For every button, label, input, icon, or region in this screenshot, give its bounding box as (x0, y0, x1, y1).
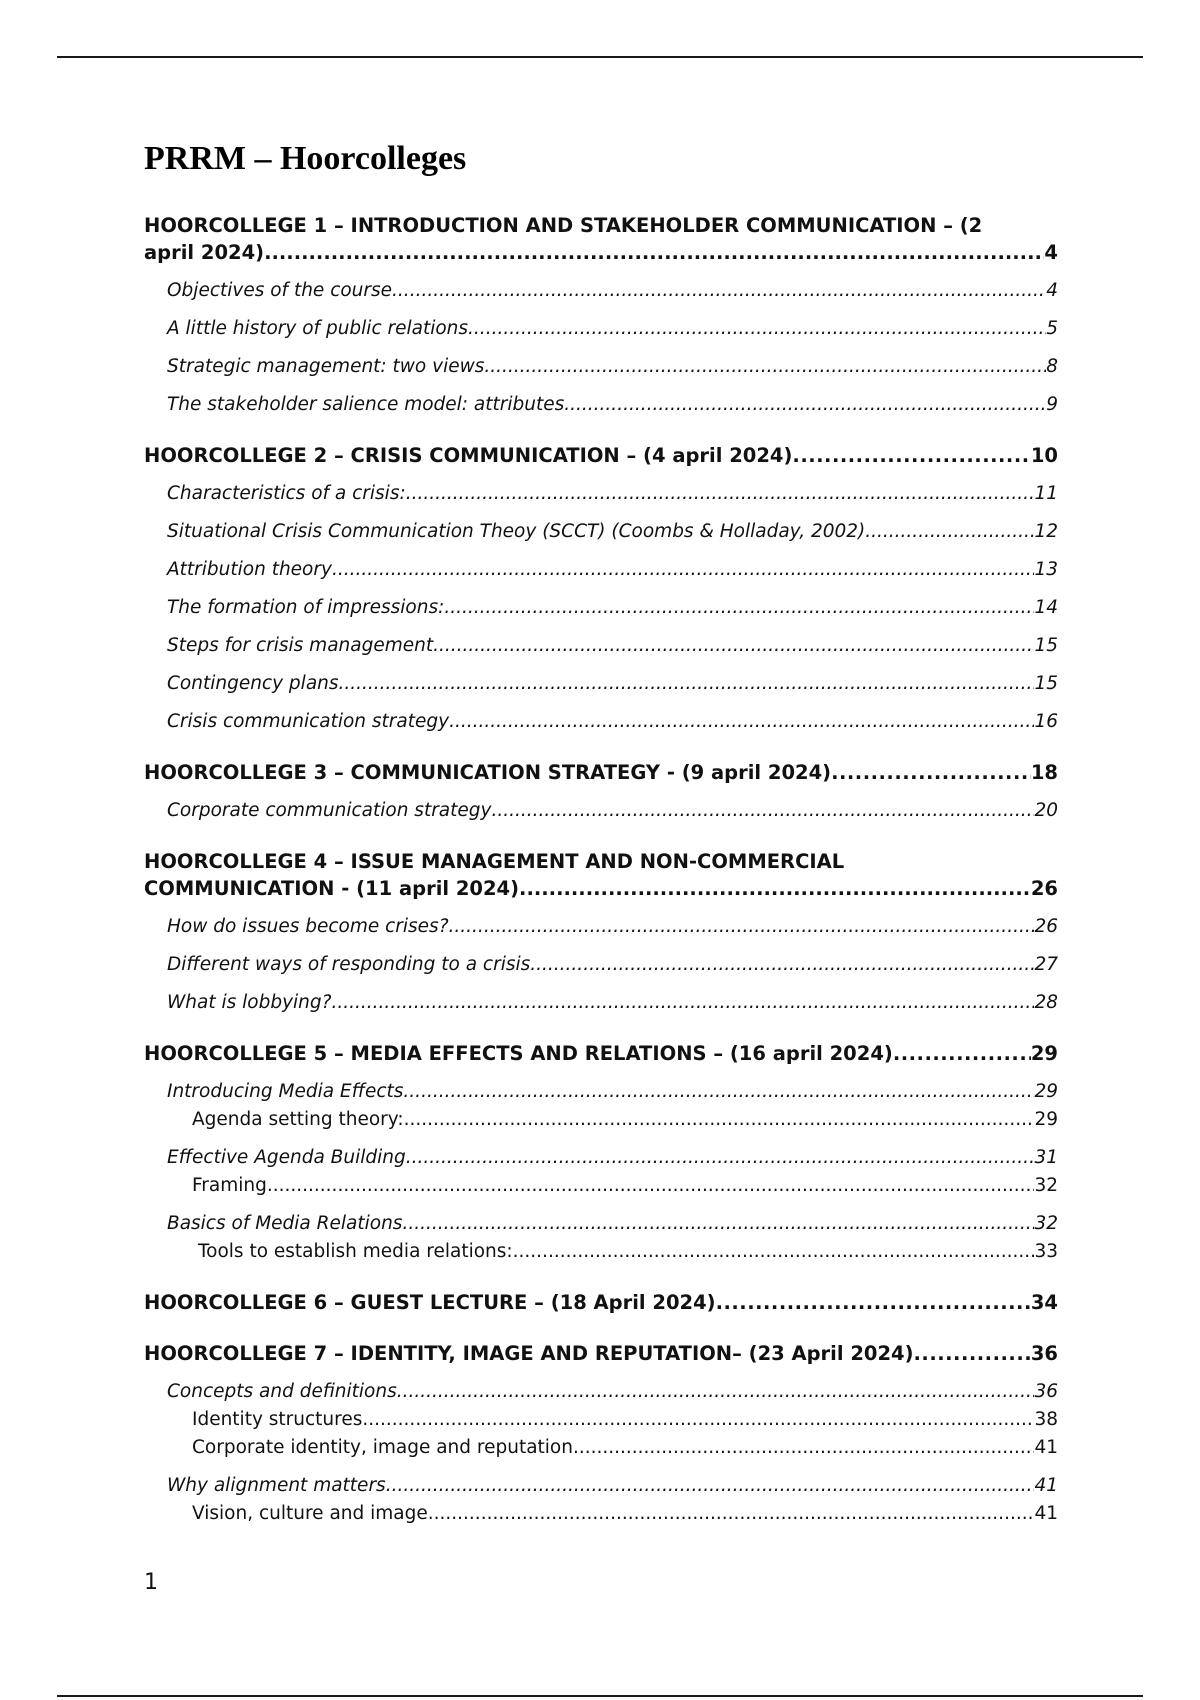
toc-page-number: 20 (1034, 800, 1058, 821)
dot-leader (397, 1379, 1035, 1405)
top-rule (57, 56, 1143, 58)
toc-page-number: 36 (1030, 1342, 1058, 1365)
toc-entry-identity-structures[interactable] (144, 1407, 1058, 1433)
toc-entry-hoorcollege-2[interactable] (144, 442, 1058, 469)
dot-leader (403, 1079, 1034, 1105)
dot-leader (792, 442, 1030, 469)
toc-page-number: 26 (1030, 877, 1058, 900)
dot-leader (404, 1107, 1035, 1133)
toc-entry-crisis-strategy[interactable] (144, 709, 1058, 735)
toc-page-number: 4 (1046, 280, 1058, 301)
toc-entry-text: How do issues become crises? (167, 916, 449, 937)
toc-entry-impressions[interactable] (144, 595, 1058, 621)
toc-entry-text: Characteristics of a crisis: (167, 483, 406, 504)
toc-entry-issues-crises[interactable] (144, 914, 1058, 940)
toc-entry-text-continued: april 2024) (144, 241, 265, 264)
dot-leader (402, 1211, 1034, 1237)
toc-page-number: 41 (1034, 1503, 1058, 1524)
toc-entry-text: Concepts and definitions (167, 1381, 397, 1402)
toc-entry-text: Why alignment matters (167, 1475, 386, 1496)
toc-entry-hoorcollege-4[interactable] (144, 848, 1058, 902)
toc-entry-text: Crisis communication strategy (167, 711, 450, 732)
toc-page-number: 41 (1034, 1437, 1058, 1458)
toc-entry-text: Situational Crisis Communication Theoy (SCCT) (Coombs & Holladay, 2002) (167, 521, 866, 542)
toc-entry-attribution-theory[interactable] (144, 557, 1058, 583)
toc-entry-text: HOORCOLLEGE 6 – GUEST LECTURE – (18 April 2024) (144, 1291, 716, 1314)
dot-leader (914, 1340, 1031, 1367)
toc-entry-framing[interactable] (144, 1173, 1058, 1199)
toc-entry-hoorcollege-1[interactable] (144, 212, 1058, 266)
toc-entry-text: Agenda setting theory: (192, 1109, 404, 1130)
dot-leader (449, 914, 1035, 940)
toc-entry-concepts[interactable] (144, 1379, 1058, 1405)
dot-leader (893, 1040, 1031, 1067)
toc-entry-history[interactable] (144, 316, 1058, 342)
dot-leader (831, 759, 1031, 786)
toc-page-number: 10 (1030, 444, 1058, 467)
toc-entry-text: The formation of impressions: (167, 597, 445, 618)
toc-entry-text: Framing (192, 1175, 267, 1196)
toc-page-number: 38 (1034, 1409, 1058, 1430)
table-of-contents (144, 212, 1058, 1527)
toc-entry-text: Contingency plans (167, 673, 339, 694)
toc-entry-text: Different ways of responding to a crisis (167, 954, 531, 975)
bottom-rule (57, 1695, 1143, 1697)
toc-entry-hoorcollege-7[interactable] (144, 1340, 1058, 1367)
toc-entry-media-tools[interactable] (144, 1239, 1058, 1265)
page-title: PRRM – Hoorcolleges (144, 140, 467, 177)
toc-entry-text: Strategic management: two views (167, 356, 485, 377)
toc-entry-text: HOORCOLLEGE 4 – ISSUE MANAGEMENT AND NON-COMMERCIAL (144, 850, 845, 873)
toc-entry-hoorcollege-6[interactable] (144, 1289, 1058, 1316)
toc-page-number: 14 (1034, 597, 1058, 618)
toc-page-number: 9 (1046, 394, 1058, 415)
dot-leader (331, 990, 1034, 1016)
toc-entry-text: Introducing Media Effects (167, 1081, 404, 1102)
toc-page-number: 36 (1034, 1381, 1058, 1402)
dot-leader (519, 875, 1031, 902)
dot-leader (386, 1473, 1035, 1499)
toc-entry-text: Attribution theory (167, 559, 332, 580)
dot-leader (444, 595, 1034, 621)
toc-entry-text: A little history of public relations (167, 318, 469, 339)
toc-page-number: 26 (1034, 916, 1058, 937)
dot-leader (468, 316, 1046, 342)
dot-leader (406, 481, 1035, 507)
toc-entry-text: HOORCOLLEGE 3 – COMMUNICATION STRATEGY - (9 april 2024) (144, 761, 832, 784)
toc-entry-responding[interactable] (144, 952, 1058, 978)
dot-leader (332, 557, 1035, 583)
toc-entry-contingency-plans[interactable] (144, 671, 1058, 697)
toc-page-number: 15 (1034, 635, 1058, 656)
toc-entry-text-continued: COMMUNICATION - (11 april 2024) (144, 877, 520, 900)
toc-entry-corporate-identity[interactable] (144, 1435, 1058, 1461)
toc-page-number: 41 (1034, 1475, 1058, 1496)
toc-entry-strategic-management[interactable] (144, 354, 1058, 380)
toc-page-number: 28 (1034, 992, 1058, 1013)
toc-page-number: 29 (1034, 1081, 1058, 1102)
toc-page-number: 29 (1034, 1109, 1058, 1130)
toc-page-number: 8 (1046, 356, 1058, 377)
toc-entry-salience-model[interactable] (144, 392, 1058, 418)
toc-entry-text: HOORCOLLEGE 5 – MEDIA EFFECTS AND RELATIONS – (16 april 2024) (144, 1042, 893, 1065)
toc-page-number: 33 (1034, 1241, 1058, 1262)
toc-page-number: 32 (1034, 1175, 1058, 1196)
toc-entry-agenda-setting[interactable] (144, 1107, 1058, 1133)
toc-entry-text: Effective Agenda Building (167, 1147, 406, 1168)
dot-leader (484, 354, 1046, 380)
toc-entry-text: Tools to establish media relations: (198, 1241, 513, 1262)
toc-page-number: 16 (1034, 711, 1058, 732)
toc-entry-media-relations[interactable] (144, 1211, 1058, 1237)
dot-leader (491, 798, 1034, 824)
toc-entry-hoorcollege-3[interactable] (144, 759, 1058, 786)
toc-page-number: 12 (1034, 521, 1058, 542)
toc-entry-text: Steps for crisis management (167, 635, 434, 656)
toc-entry-text: The stakeholder salience model: attributes (167, 394, 565, 415)
toc-entry-text: Corporate communication strategy (167, 800, 492, 821)
toc-entry-crisis-characteristics[interactable] (144, 481, 1058, 507)
toc-entry-text: What is lobbying? (167, 992, 332, 1013)
toc-page-number: 13 (1034, 559, 1058, 580)
dot-leader (339, 671, 1035, 697)
page-number: 1 (144, 1570, 158, 1595)
dot-leader (573, 1435, 1034, 1461)
dot-leader (433, 633, 1034, 659)
toc-page-number: 18 (1030, 761, 1058, 784)
dot-leader (865, 519, 1034, 545)
dot-leader (406, 1145, 1035, 1171)
dot-leader (362, 1407, 1034, 1433)
toc-page-number: 31 (1034, 1147, 1058, 1168)
toc-entry-objectives[interactable] (144, 278, 1058, 304)
toc-entry-text: HOORCOLLEGE 1 – INTRODUCTION AND STAKEHOLDER COMMUNICATION – (2 (144, 214, 983, 237)
dot-leader (267, 1173, 1035, 1199)
toc-entry-text: Identity structures (192, 1409, 363, 1430)
toc-entry-text: Corporate identity, image and reputation (192, 1437, 573, 1458)
dot-leader (513, 1239, 1035, 1265)
toc-entry-text: Vision, culture and image (192, 1503, 428, 1524)
toc-entry-media-effects[interactable] (144, 1079, 1058, 1105)
toc-entry-text: Objectives of the course (167, 280, 393, 301)
toc-entry-hoorcollege-5[interactable] (144, 1040, 1058, 1067)
toc-entry-corporate-strategy[interactable] (144, 798, 1058, 824)
toc-page-number: 4 (1044, 241, 1058, 264)
toc-page-number: 32 (1034, 1213, 1058, 1234)
toc-page-number: 5 (1046, 318, 1058, 339)
dot-leader (716, 1289, 1031, 1316)
dot-leader (449, 709, 1034, 735)
toc-page-number: 34 (1030, 1291, 1058, 1314)
toc-entry-text: HOORCOLLEGE 2 – CRISIS COMMUNICATION – (4 april 2024) (144, 444, 793, 467)
dot-leader (564, 392, 1046, 418)
dot-leader (264, 239, 1044, 266)
dot-leader (530, 952, 1034, 978)
dot-leader (392, 278, 1046, 304)
toc-entry-text: Basics of Media Relations (167, 1213, 403, 1234)
toc-entry-crisis-steps[interactable] (144, 633, 1058, 659)
toc-entry-lobbying[interactable] (144, 990, 1058, 1016)
toc-entry-vision-culture[interactable] (144, 1501, 1058, 1527)
toc-page-number: 11 (1034, 483, 1058, 504)
toc-entry-text: HOORCOLLEGE 7 – IDENTITY, IMAGE AND REPUTATION– (23 April 2024) (144, 1342, 914, 1365)
toc-entry-scct[interactable] (144, 519, 1058, 545)
toc-page-number: 15 (1034, 673, 1058, 694)
dot-leader (428, 1501, 1035, 1527)
toc-entry-alignment[interactable] (144, 1473, 1058, 1499)
toc-page-number: 27 (1034, 954, 1058, 975)
toc-entry-agenda-building[interactable] (144, 1145, 1058, 1171)
toc-page-number: 29 (1030, 1042, 1058, 1065)
